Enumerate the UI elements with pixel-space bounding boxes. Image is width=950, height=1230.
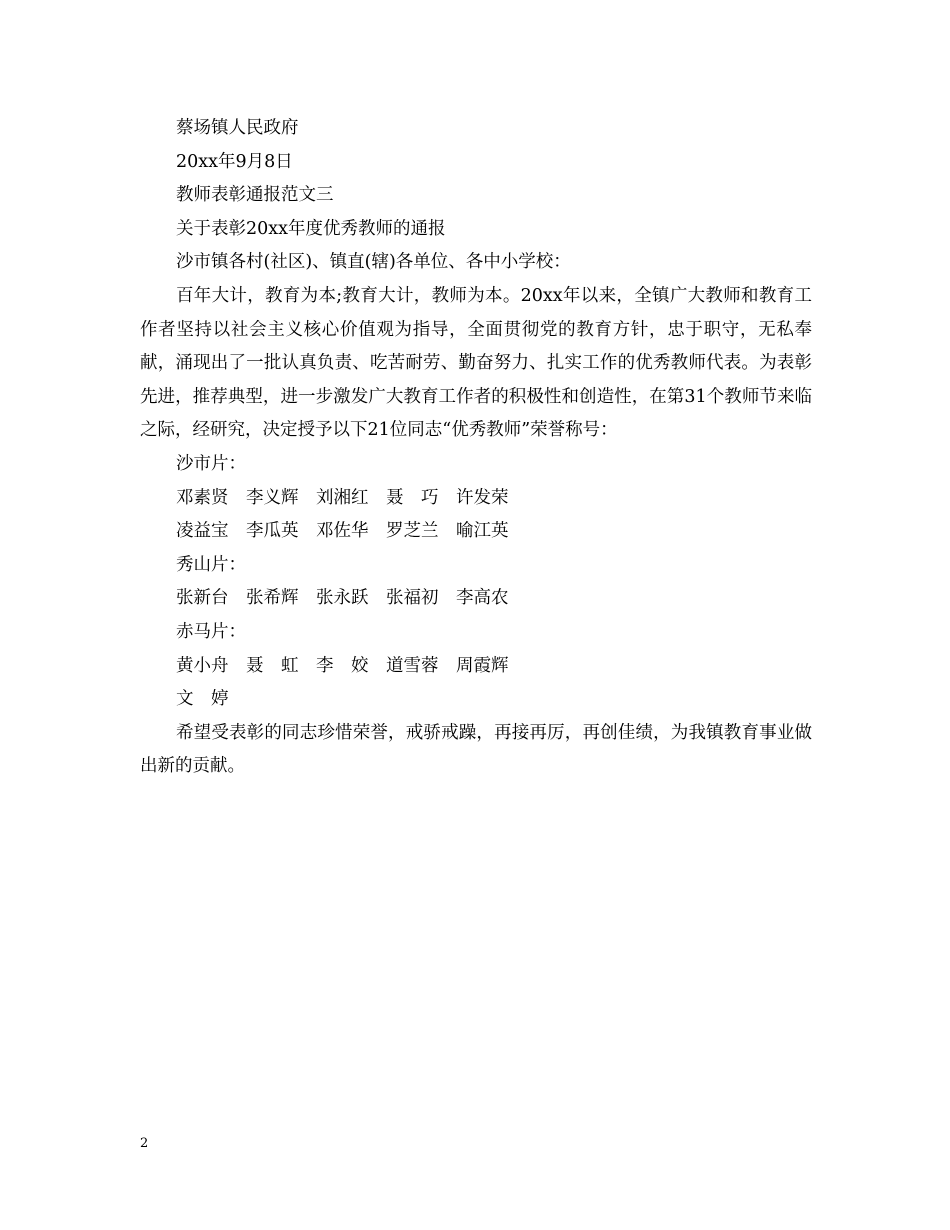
honoree-row: 黄小舟 聂 虹 李 姣 道雪蓉 周霞辉	[176, 655, 509, 676]
honoree-row: 文 婷	[176, 689, 229, 710]
page-number: 2	[140, 1136, 149, 1151]
honoree-row: 邓素贤 李义辉 刘湘红 聂 巧 许发荣	[176, 487, 509, 508]
closing-paragraph: 希望受表彰的同志珍惜荣誉，戒骄戒躁，再接再厉，再创佳绩，为我镇教育事业做出新的贡献。	[140, 722, 812, 777]
honoree-row: 凌益宝 李瓜英 邓佐华 罗芝兰 喻江英	[176, 521, 509, 542]
date-line: 20xx年9月8日	[176, 151, 293, 172]
honoree-row: 张新台 张希辉 张永跃 张福初 李高农	[176, 588, 509, 609]
group-label-xiushan: 秀山片：	[176, 554, 246, 575]
notice-title: 关于表彰20xx年度优秀教师的通报	[176, 218, 446, 239]
addressee-line: 沙市镇各村(社区)、镇直(辖)各单位、各中小学校：	[176, 252, 571, 273]
intro-paragraph: 百年大计，教育为本;教育大计，教师为本。20xx年以来，全镇广大教师和教育工作者坚持以社会主义核心价值观为指导，全面贯彻党的教育方针，忠于职守，无私奉献，涌现出了一批认真负责、吃苦耐劳、勤奋努力、扎实工作的优秀教师代表。为表彰先进，推荐典型，进一步激发广大教育工作者的积极性和创造性，在第31个教师节来临之际，经研究，决定授予以下21位同志“优秀教师”荣誉称号：	[140, 285, 812, 441]
group-label-chima: 赤马片：	[176, 621, 246, 642]
group-label-shashi: 沙市片：	[176, 453, 246, 474]
document-body	[140, 112, 812, 784]
section-heading: 教师表彰通报范文三	[176, 185, 334, 206]
issuer-line: 蔡场镇人民政府	[176, 118, 299, 138]
